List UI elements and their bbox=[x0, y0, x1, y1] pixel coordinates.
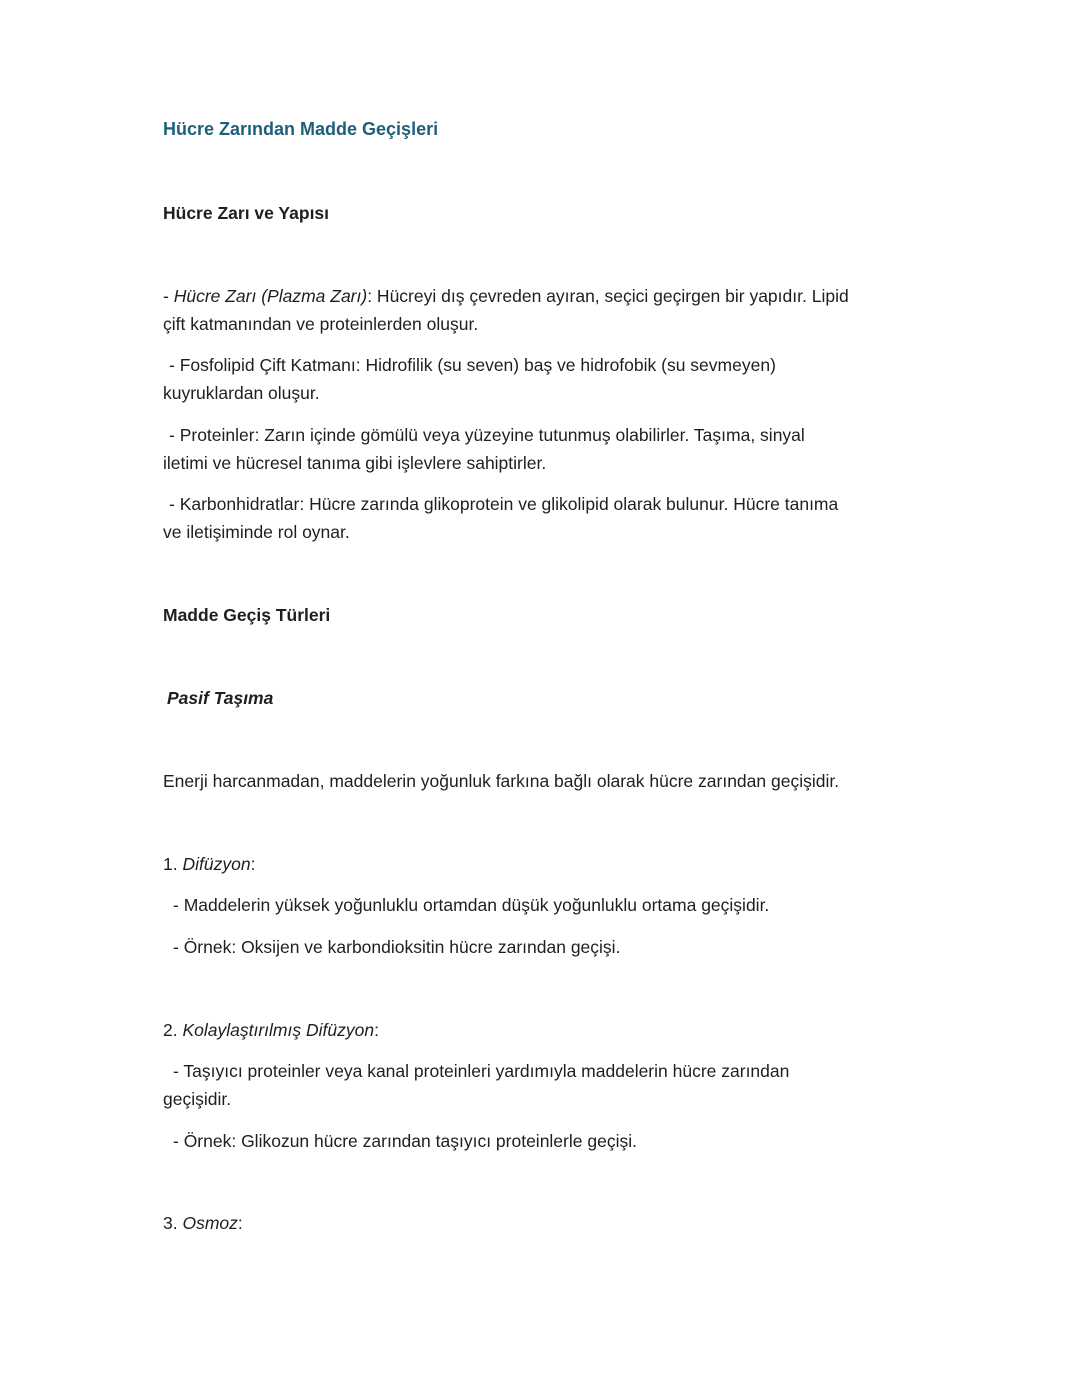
term-plasma-membrane: Hücre Zarı (Plazma Zarı) bbox=[173, 286, 368, 306]
list-number: 2. bbox=[163, 1020, 183, 1040]
section-heading-cell-membrane: Hücre Zarı ve Yapısı bbox=[163, 203, 330, 223]
colon: : bbox=[250, 854, 256, 874]
subheading-passive-transport: Pasif Taşıma bbox=[167, 688, 274, 708]
term-osmosis: Osmoz bbox=[182, 1213, 238, 1233]
list-item-facilitated-diffusion bbox=[163, 1016, 923, 1044]
facilitated-bullet-definition-line1: - Taşıyıcı proteinler veya kanal proteinleri yardımıyla maddelerin hücre zarından bbox=[173, 1061, 790, 1081]
paragraph-phospholipid-line1: - Fosfolipid Çift Katmanı: Hidrofilik (su seven) baş ve hidrofobik (su sevmeyen) bbox=[169, 355, 776, 375]
facilitated-bullet-definition-line2: geçişidir. bbox=[163, 1089, 232, 1109]
list-number: 3. bbox=[163, 1213, 183, 1233]
diffusion-bullet-example: - Örnek: Oksijen ve karbondioksitin hücre zarından geçişi. bbox=[173, 937, 621, 957]
term-facilitated-diffusion: Kolaylaştırılmış Difüzyon bbox=[182, 1020, 375, 1040]
colon: : bbox=[374, 1020, 379, 1040]
paragraph-phospholipid-line2: kuyruklardan oluşur. bbox=[163, 383, 320, 403]
paragraph-plasma-membrane-line2: çift katmanından ve proteinlerden oluşur. bbox=[163, 314, 479, 334]
paragraph-carbohydrates-line2: ve iletişiminde rol oynar. bbox=[163, 522, 350, 542]
document-title: Hücre Zarından Madde Geçişleri bbox=[163, 119, 439, 139]
text-segment: : Hücreyi dış çevreden ayıran, seçici geçirgen bir yapıdır. Lipid bbox=[367, 286, 849, 306]
list-item-osmosis bbox=[163, 1209, 923, 1237]
bullet-dash: - bbox=[163, 286, 174, 306]
paragraph-proteins-line2: iletimi ve hücresel tanıma gibi işlevlere sahiptirler. bbox=[163, 453, 547, 473]
list-number: 1. bbox=[163, 854, 183, 874]
facilitated-bullet-example: - Örnek: Glikozun hücre zarından taşıyıcı proteinlerle geçişi. bbox=[173, 1131, 637, 1151]
colon: : bbox=[237, 1213, 243, 1233]
diffusion-bullet-definition: - Maddelerin yüksek yoğunluklu ortamdan düşük yoğunluklu ortama geçişidir. bbox=[173, 895, 770, 915]
paragraph-plasma-membrane-line1 bbox=[163, 282, 923, 310]
paragraph-passive-intro: Enerji harcanmadan, maddelerin yoğunluk farkına bağlı olarak hücre zarından geçişidir. bbox=[163, 771, 840, 791]
paragraph-proteins-line1: - Proteinler: Zarın içinde gömülü veya yüzeyine tutunmuş olabilirler. Taşıma, sinyal bbox=[169, 425, 805, 445]
section-heading-transport-types: Madde Geçiş Türleri bbox=[163, 605, 331, 625]
term-diffusion: Difüzyon bbox=[182, 854, 251, 874]
list-item-diffusion bbox=[163, 850, 923, 878]
paragraph-carbohydrates-line1: - Karbonhidratlar: Hücre zarında glikoprotein ve glikolipid olarak bulunur. Hücre tanıma bbox=[169, 494, 839, 514]
